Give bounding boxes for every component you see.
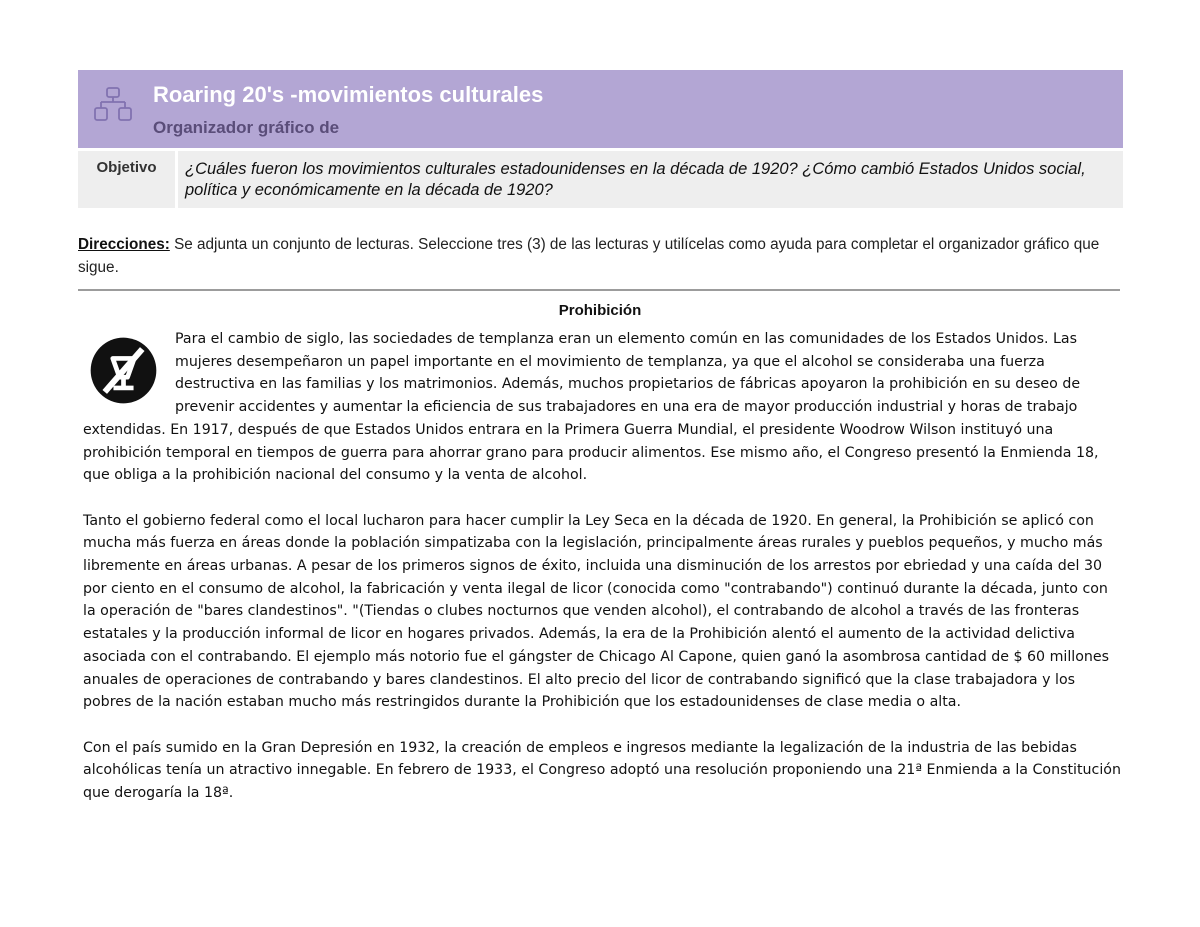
section-divider	[78, 289, 1120, 291]
objective-divider	[175, 151, 178, 208]
page-subtitle: Organizador gráfico de	[153, 118, 340, 137]
directions-label: Direcciones:	[78, 236, 170, 253]
objective-row	[78, 151, 1123, 208]
paragraph-3: Con el país sumido en la Gran Depresión en 1932, la creación de empleos e ingresos mediante la legalización de la industria de las bebidas alcohólicas tenía un atractivo innegable. En febrero de 1933, el Congreso adoptó una resolución proponiendo una 21ª Enmienda a la Constitución que derogaría la 18ª.	[83, 739, 1121, 802]
header-banner	[78, 70, 1123, 148]
org-chart-icon	[93, 86, 133, 126]
page-title: Roaring 20's -movimientos culturales	[153, 82, 544, 107]
paragraph-1: Para el cambio de siglo, las sociedades de templanza eran un elemento común en las comunidades de los Estados Unidos. Las mujeres desempeñaron un papel importante en el movimiento de templanza, ya que el alcohol se consideraba una fuerza destructiva en las familias y los matrimonios. Además, muchos propietarios de fábricas apoyaron la prohibición en su deseo de prevenir accidentes y aumentar la eficiencia de sus trabajadores en una era de mayor producción industrial y horas de trabajo extendidas. En 1917, después de que Estados Unidos entrara en la Primera Guerra Mundial, el presidente Woodrow Wilson instituyó una prohibición temporal en tiempos de guerra para ahorrar grano para producir alimentos. Ese mismo año, el Congreso presentó la Enmienda 18, que obliga a la prohibición nacional del consumo y la venta de alcohol.	[83, 331, 1099, 484]
icon-float-spacer	[83, 328, 175, 416]
objective-label: Objetivo	[96, 159, 157, 176]
objective-text: ¿Cuáles fueron los movimientos culturales estadounidenses en la década de 1920? ¿Cómo cambió Estados Unidos social, política y económicamente en la década de 1920?	[185, 160, 1086, 199]
section-body	[83, 328, 1123, 805]
paragraph-2: Tanto el gobierno federal como el local lucharon para hacer cumplir la Ley Seca en la década de 1920. En general, la Prohibición se aplicó con mucha más fuerza en áreas donde la población simpatizaba con la legislación, principalmente áreas rurales y pueblos pequeños, y mucho más libremente en áreas urbanas. A pesar de los primeros signos de éxito, incluida una disminución de los arrestos por ebriedad y una caída del 30 por ciento en el consumo de alcohol, la fabricación y venta ilegal de licor (conocida como "contrabando") continuó durante la década, junto con la operación de "bares clandestinos". "(Tiendas o clubes nocturnos que venden alcohol), el contrabando de alcohol a través de las fronteras estatales y la producción informal de licor en hogares privados. Además, la era de la Prohibición alentó el aumento de la actividad delictiva asociada con el contrabando. El ejemplo más notorio fue el gángster de Chicago Al Capone, quien ganó la asombrosa cantidad de $ 60 millones anuales de operaciones de contrabando y bares clandestinos. El alto precio del licor de contrabando significó que la clase trabajadora y los pobres de la nación estaban mucho más restringidos durante la Prohibición que los estadounidenses de clase media o alta.	[83, 512, 1110, 711]
directions-text: Se adjunta un conjunto de lecturas. Seleccione tres (3) de las lecturas y utilícelas como ayuda para completar el organizador gráfico que sigue.	[78, 236, 1100, 276]
section-title: Prohibición	[558, 302, 642, 319]
directions	[78, 233, 1123, 279]
